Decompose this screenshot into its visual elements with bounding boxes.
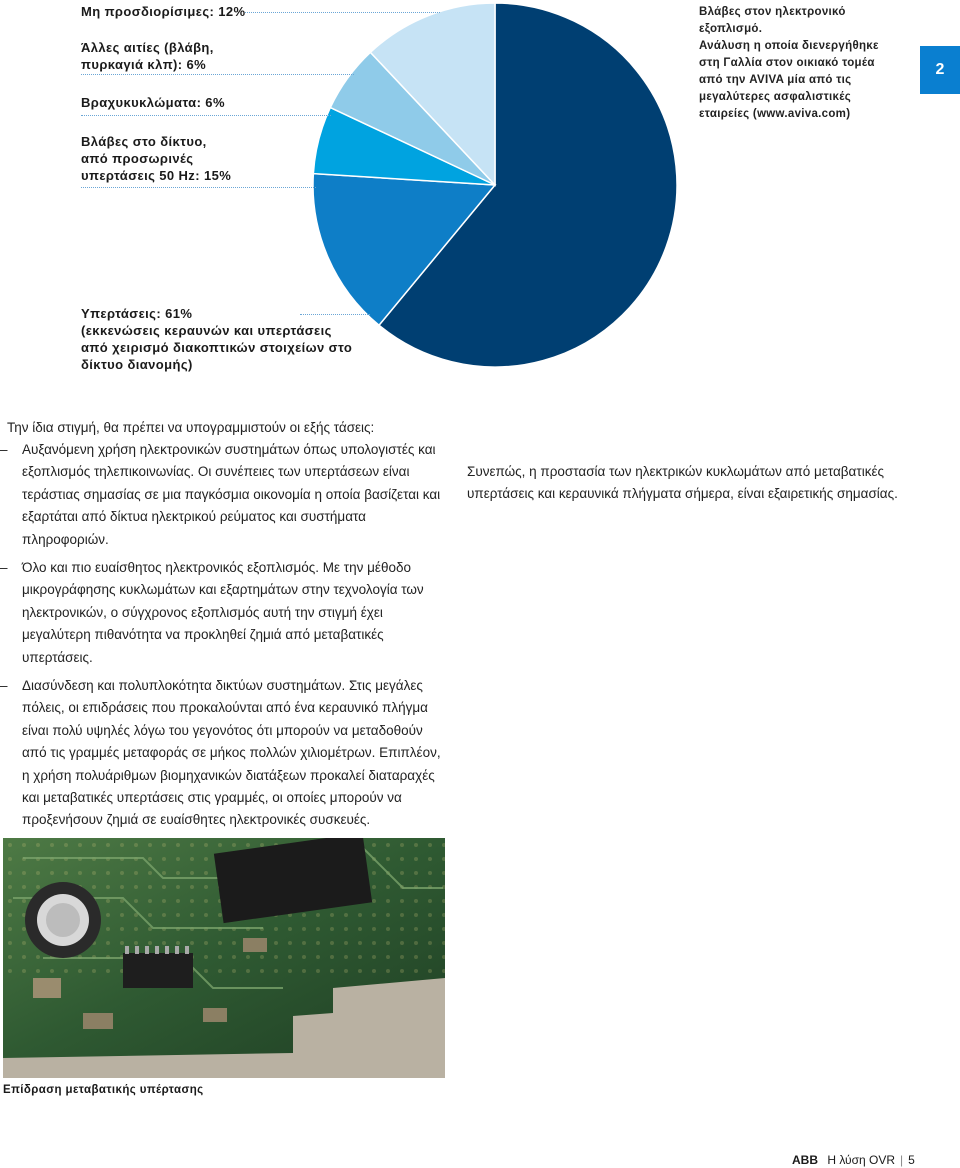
- list-item: [0, 557, 446, 669]
- slice-label-overvoltages: Υπερτάσεις: 61% (εκκενώσεις κεραυνών και υπερτάσεις από χειρισμό διακοπτικών στοιχείων στο δίκτυο διανομής): [81, 306, 353, 372]
- list-item-title: Όλο και πιο ευαίσθητος ηλεκτρονικός εξοπλισμός.: [22, 560, 320, 575]
- right-paragraph: Συνεπώς, η προστασία των ηλεκτρικών κυκλωμάτων από μεταβατικές υπερτάσεις και κεραυνικά πλήγματα σήμερα, είναι εξαιρετικής σημασίας.: [467, 464, 898, 502]
- list-item-text: Με την μέθοδο μικρογράφησης κυκλωμάτων και εξαρτημάτων στην τεχνολογία των ηλεκτρονικών, ο σύγχρονος εξοπλισμός αυτή την στιγμή έχει μεγαλύτερη πιθανότητα να προκληθεί ζημιά από μεταβατικές υπερτάσεις.: [22, 560, 424, 665]
- slice-label-grid-faults: Βλάβες στο δίκτυο, από προσωρινές υπερτάσεις 50 Hz: 15%: [81, 134, 232, 183]
- chapter-tab: 2: [920, 46, 960, 94]
- dash-bullet: –: [0, 560, 8, 575]
- list-item: [0, 675, 446, 832]
- intro-text: Την ίδια στιγμή, θα πρέπει να υπογραμμιστούν οι εξής τάσεις:: [7, 420, 375, 435]
- slice-label-short-circuits: Βραχυκυκλώματα: 6%: [81, 95, 225, 110]
- list-item-title: Αυξανόμενη χρήση ηλεκτρονικών συστημάτων όπως υπολογιστές και εξοπλισμός τηλεπικοινωνίας.: [22, 442, 436, 480]
- leader-line: [81, 187, 316, 188]
- list-item-text: Στις μεγάλες πόλεις, οι επιδράσεις που προκαλούνται από ένα κεραυνικό πλήγμα είναι πολύ υψηλές λόγω του γεγονότος ότι μπορούν να μεταδοθούν από τις γραμμές μεταφοράς σε μήκος πολλών χιλιομέτρων. Επιπλέον, η χρήση πολυάριθμων βιομηχανικών διατάξεων προκαλεί διαταραχές και μεταβατικές υπερτάσεις στις γραμμές, οι οποίες μπορούν να προξενήσουν ζημιά σε ευαίσθητες ηλεκτρονικές συσκευές.: [22, 678, 441, 828]
- chart-note: Βλάβες στον ηλεκτρονικό εξοπλισμό. Ανάλυση η οποία διενεργήθηκε στη Γαλλία στον οικιακό τομέα από την AVIVA μία από τις μεγαλύτερες ασφαλιστικές εταιρείες (www.aviva.com): [699, 6, 879, 120]
- leader-line: [81, 115, 331, 116]
- footer-separator: |: [900, 1153, 904, 1167]
- list-item: [0, 439, 446, 551]
- list-item-text: Οι συνέπειες των υπερτάσεων είναι τεράστιας σημασίας σε μια παγκόσμια οικονομία η οποία βασίζεται και εξαρτάται από δίκτυα ηλεκτρικού ρεύματος και συστήματα πληροφοριών.: [22, 464, 441, 547]
- footer-doc-title: Η λύση OVR: [827, 1153, 896, 1167]
- dash-bullet: –: [0, 442, 8, 457]
- list-item-title: Διασύνδεση και πολυπλοκότητα δικτύων συστημάτων.: [22, 678, 346, 693]
- dash-bullet: –: [0, 678, 8, 693]
- photo-caption: Επίδραση μεταβατικής υπέρτασης: [3, 1084, 204, 1096]
- page-footer: [792, 1153, 915, 1167]
- slice-label-unidentified: Μη προσδιορίσιμες: 12%: [81, 4, 246, 19]
- leader-line: [245, 12, 440, 13]
- circuit-board-photo: [3, 838, 445, 1078]
- page-number: 5: [908, 1153, 915, 1167]
- footer-brand: ABB: [792, 1153, 818, 1167]
- slice-label-other-causes: Άλλες αιτίες (βλάβη, πυρκαγιά κλπ): 6%: [81, 40, 214, 72]
- leader-line: [81, 74, 354, 75]
